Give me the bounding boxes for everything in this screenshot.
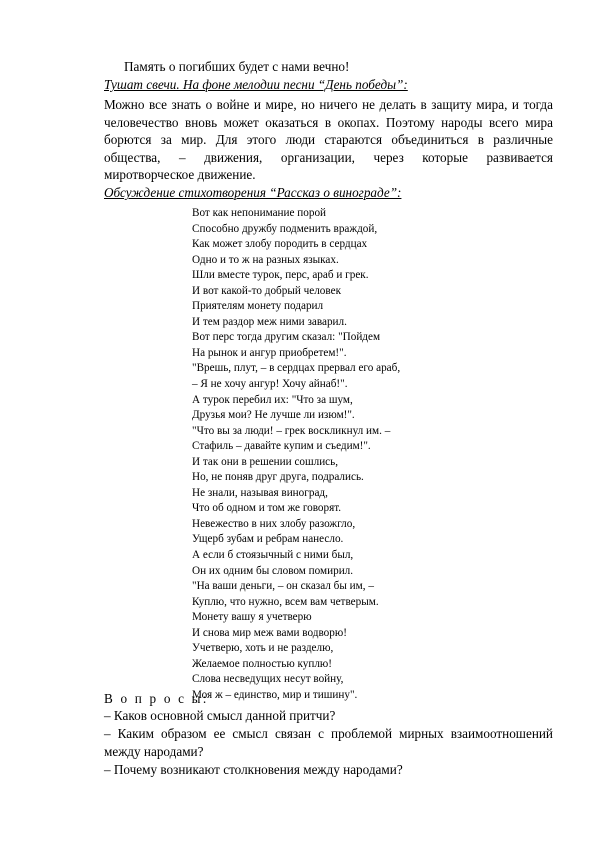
poem-line: Одно и то ж на разных языках. xyxy=(192,253,339,266)
poem-line: Невежество в них злобу разожгло, xyxy=(192,517,356,530)
poem-line: Способно дружбу подменить враждой, xyxy=(192,222,378,235)
stage-direction: Тушат свечи. На фоне мелодии песни “День победы”: xyxy=(104,77,408,92)
questions-heading: В о п р о с ы: xyxy=(104,691,209,706)
discussion-heading: Обсуждение стихотворения “Рассказ о винограде”: xyxy=(104,185,402,200)
poem-line: А турок перебил их: "Что за шум, xyxy=(192,393,353,406)
poem-line: Моя ж – единство, мир и тишину". xyxy=(192,688,358,701)
poem-line: Учетверю, хоть и не разделю, xyxy=(192,642,334,655)
poem-line: "На ваши деньги, – он сказал бы им, – xyxy=(192,580,374,593)
poem-line: Шли вместе турок, перс, араб и грек. xyxy=(192,269,369,282)
poem-line: Не знали, называя виноград, xyxy=(192,486,328,499)
poem-line: "Что вы за люди! – грек воскликнул им. – xyxy=(192,424,391,437)
poem-line: И тем раздор меж ними заварил. xyxy=(192,315,347,328)
intro-paragraph-text: Можно все знать о войне и мире, но ничего не делать в защиту мира, и тогда человечество вновь может оказаться в окопах. Поэтому народы всего мира борются за мир. Для этого люди стараются объединиться в различные общества, – движения, организации, через которые развивается миротворческое движение. xyxy=(104,97,553,182)
question-3: – Почему возникают столкновения между народами? xyxy=(104,762,403,777)
poem-line: А если б стоязычный с ними был, xyxy=(192,549,354,562)
poem-line: И вот какой-то добрый человек xyxy=(192,284,342,297)
poem-line: Что об одном и том же говорят. xyxy=(192,502,342,515)
poem-line: Как может злобу породить в сердцах xyxy=(192,238,368,251)
memory-line: Память о погибших будет с нами вечно! xyxy=(124,59,350,74)
poem-line: Приятелям монету подарил xyxy=(192,300,324,313)
poem-line: Друзья мои? Не лучше ли изюм!". xyxy=(192,409,355,422)
poem-line: "Врешь, плут, – в сердцах прервал его араб, xyxy=(192,362,401,375)
poem-line: И так они в решении сошлись, xyxy=(192,455,339,468)
poem-line: Но, не поняв друг друга, подрались. xyxy=(192,471,364,484)
poem-line: Монету вашу я учетверю xyxy=(192,611,312,624)
question-1: – Каков основной смысл данной притчи? xyxy=(104,708,336,723)
poem xyxy=(192,206,492,704)
intro-paragraph xyxy=(104,96,553,184)
poem-line: Желаемое полностью куплю! xyxy=(192,657,333,670)
poem-line: Ущерб зубам и ребрам нанесло. xyxy=(192,533,344,546)
poem-line: Вот перс тогда другим сказал: "Пойдем xyxy=(192,331,381,344)
poem-line: Он их одним бы словом помирил. xyxy=(192,564,354,577)
poem-line: На рынок и ангур приобретем!". xyxy=(192,346,347,359)
poem-line: И снова мир меж вами водворю! xyxy=(192,626,347,639)
poem-line: Вот как непонимание порой xyxy=(192,207,327,219)
poem-line: Слова несведущих несут войну, xyxy=(192,673,344,686)
poem-line: Куплю, что нужно, всем вам четверым. xyxy=(192,595,379,608)
poem-line: – Я не хочу ангур! Хочу айнаб!". xyxy=(192,378,348,391)
question-2: – Каким образом ее смысл связан с проблемой мирных взаимоотношений между народами? xyxy=(104,726,553,759)
poem-line: Стафиль – давайте купим и съедим!". xyxy=(192,440,371,453)
